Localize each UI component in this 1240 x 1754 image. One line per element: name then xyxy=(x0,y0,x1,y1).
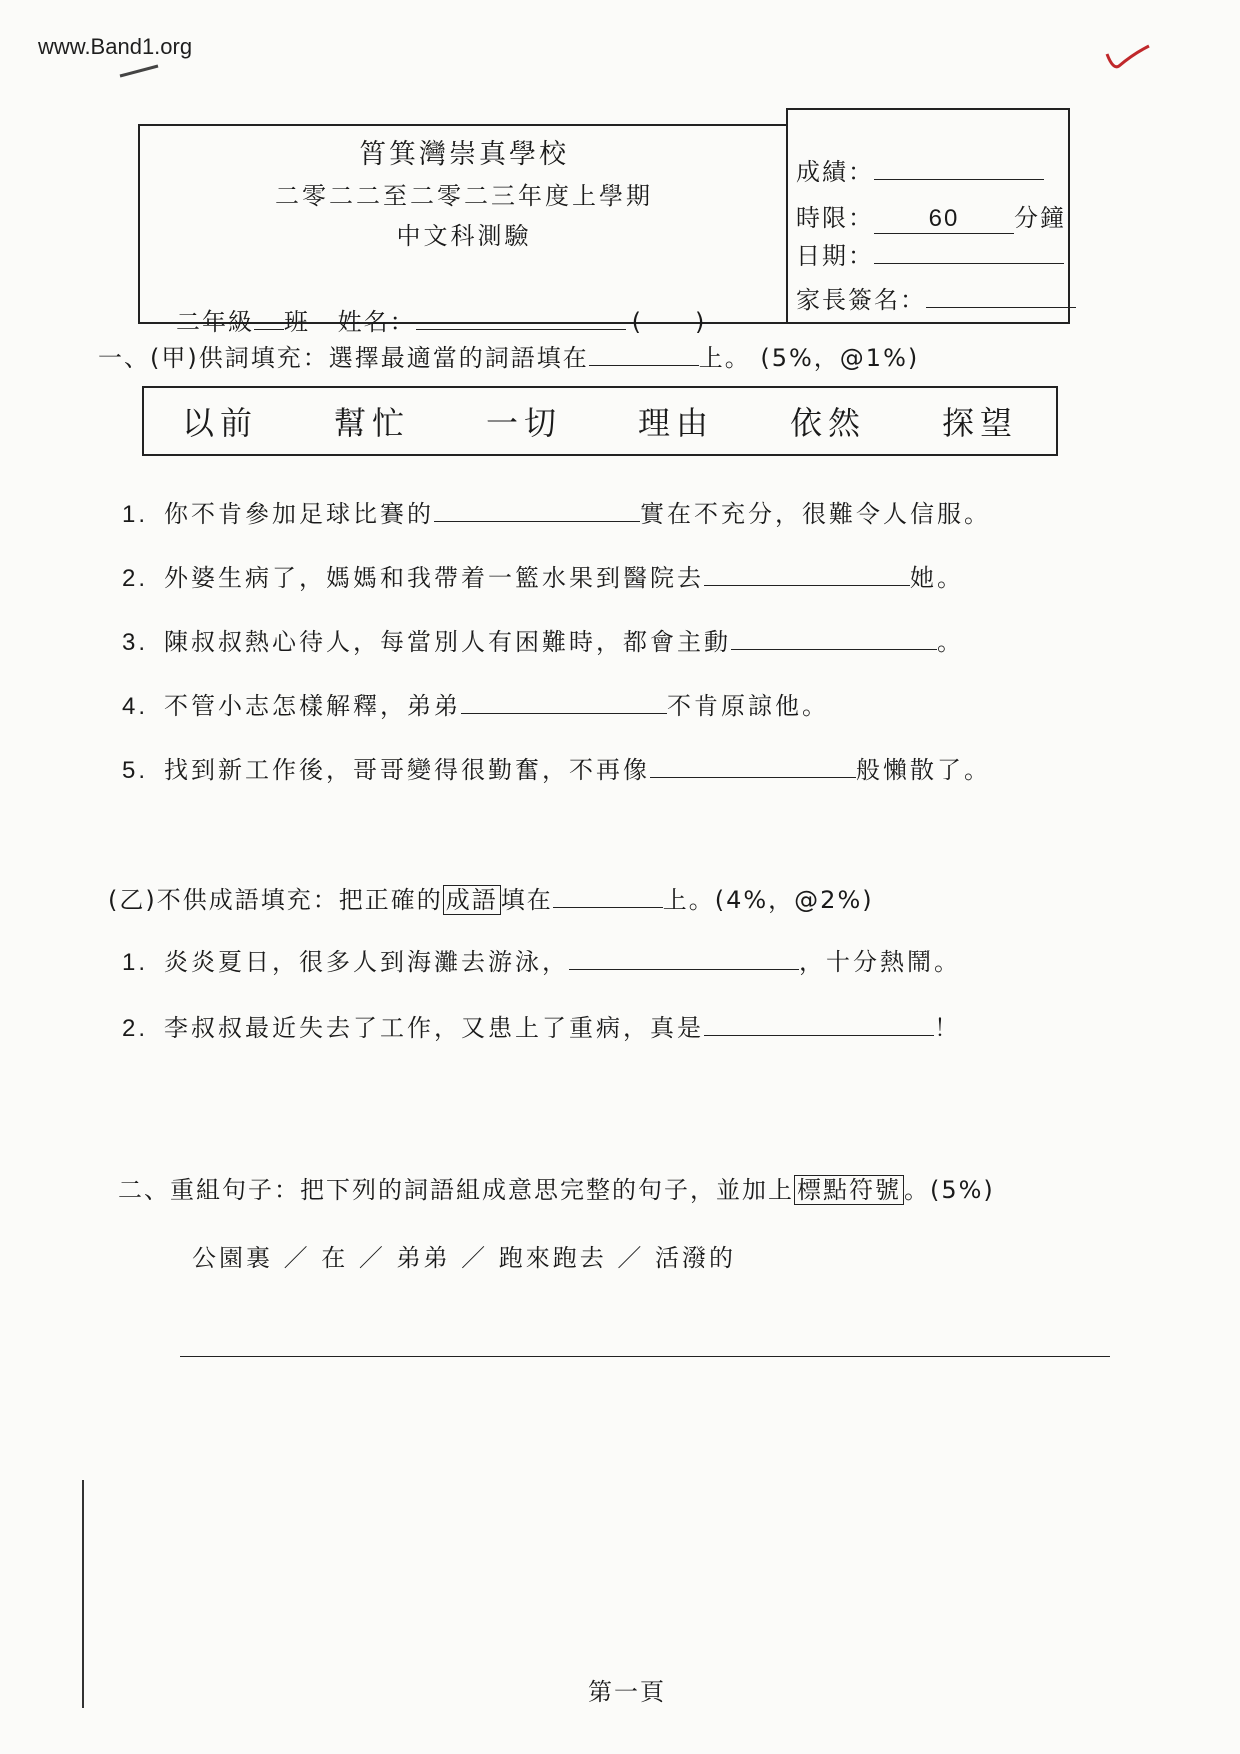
question-1b-2 xyxy=(122,1008,961,1043)
section1a-title-tail: 上。 (5%，@1%) xyxy=(698,344,920,372)
red-check-icon xyxy=(1105,44,1151,74)
question-text: 不管小志怎樣解釋，弟弟 xyxy=(164,692,461,720)
time-value: 60 xyxy=(874,205,1014,234)
word-bank-item: 一切 xyxy=(485,404,562,442)
question-text: 李叔叔最近失去了工作，又患上了重病，真是 xyxy=(164,1014,704,1042)
question-1a-2 xyxy=(122,558,964,593)
class-blank[interactable] xyxy=(254,307,284,330)
section1b-title-tail: 上。(4%，@2%) xyxy=(662,886,874,914)
answer-blank[interactable] xyxy=(731,627,937,650)
score-blank[interactable] xyxy=(874,157,1044,180)
section1a-title-text: 一、(甲)供詞填充：選擇最適當的詞語填在 xyxy=(98,344,589,372)
question-text-after: 。 xyxy=(937,628,964,656)
answer-blank[interactable] xyxy=(569,947,799,970)
answer-blank[interactable] xyxy=(704,563,910,586)
answer-blank[interactable] xyxy=(434,499,640,522)
question-text-after: ！ xyxy=(934,1014,961,1042)
time-row xyxy=(796,198,1066,234)
question-1a-5 xyxy=(122,750,991,785)
question-text-after: 不肯原諒他。 xyxy=(667,692,829,720)
parent-sign-label: 家長簽名： xyxy=(796,286,926,314)
exam-header xyxy=(138,108,1068,336)
question-number: 1. xyxy=(122,501,149,528)
section2-title xyxy=(118,1170,995,1205)
question-text: 外婆生病了，媽媽和我帶着一籃水果到醫院去 xyxy=(164,564,704,592)
word-bank-item: 以前 xyxy=(181,404,258,442)
title-blank xyxy=(553,885,663,908)
subject-title: 中文科測驗 xyxy=(396,222,532,250)
class-name-line xyxy=(176,302,706,337)
time-label: 時限： xyxy=(796,204,874,232)
question-number: 3. xyxy=(122,629,149,656)
word-bank-item: 幫忙 xyxy=(333,404,410,442)
question-text: 陳叔叔熱心待人，每當別人有困難時，都會主動 xyxy=(164,628,731,656)
word-bank-item: 探望 xyxy=(941,404,1018,442)
question-text-after: 她。 xyxy=(910,564,964,592)
grade-label: 二年級 xyxy=(176,308,254,336)
section1b-title-text-b: 填在 xyxy=(500,886,553,914)
page-number: 第一頁 xyxy=(588,1678,666,1706)
question-1a-1 xyxy=(122,494,991,529)
question-1b-1 xyxy=(122,942,961,977)
section2-title-tail: 。(5%) xyxy=(904,1176,995,1204)
section1b-title xyxy=(108,880,874,915)
question-number: 2. xyxy=(122,1015,149,1042)
question-text: 炎炎夏日，很多人到海灘去游泳， xyxy=(164,948,569,976)
header-title-area xyxy=(138,124,788,336)
scan-margin-line xyxy=(82,1480,84,1708)
name-label: 姓名： xyxy=(337,308,416,336)
score-label: 成績： xyxy=(796,158,874,186)
parent-sign-row xyxy=(796,280,1076,315)
watermark-url: www.Band1.org xyxy=(38,34,193,59)
question-number: 5. xyxy=(122,757,149,784)
date-blank[interactable] xyxy=(874,241,1064,264)
date-label: 日期： xyxy=(796,242,874,270)
answer-blank[interactable] xyxy=(650,755,856,778)
name-blank[interactable] xyxy=(416,307,626,330)
pencil-mark xyxy=(118,62,162,80)
word-bank-item: 依然 xyxy=(789,404,866,442)
school-name: 筲箕灣崇真學校 xyxy=(359,139,569,170)
section2-title-text: 二、重組句子：把下列的詞語組成意思完整的句子，並加上 xyxy=(118,1176,794,1204)
reorder-words: 公園裏 ／ 在 ／ 弟弟 ／ 跑來跑去 ／ 活潑的 xyxy=(192,1244,737,1272)
question-number: 4. xyxy=(122,693,149,720)
question-text-after: 實在不充分，很難令人信服。 xyxy=(640,500,991,528)
answer-blank[interactable] xyxy=(704,1013,934,1036)
word-bank xyxy=(142,386,1058,456)
question-text: 你不肯參加足球比賽的 xyxy=(164,500,434,528)
word-bank-item: 理由 xyxy=(637,404,714,442)
class-label: 班 xyxy=(284,308,310,336)
section1b-title-text: (乙)不供成語填充：把正確的 xyxy=(108,886,443,914)
boxed-term: 成語 xyxy=(443,885,501,915)
question-text: 找到新工作後，哥哥變得很勤奮，不再像 xyxy=(164,756,650,784)
question-1a-4 xyxy=(122,686,829,721)
term-title: 二零二二至二零二三年度上學期 xyxy=(275,182,653,210)
question-1a-3 xyxy=(122,622,964,657)
header-info-area xyxy=(786,108,1070,324)
parent-sign-blank[interactable] xyxy=(926,285,1076,308)
title-blank xyxy=(589,343,699,366)
time-unit: 分鐘 xyxy=(1014,204,1066,232)
class-number-paren: ( ) xyxy=(631,308,707,336)
score-row xyxy=(796,152,1044,187)
boxed-term: 標點符號 xyxy=(794,1175,904,1205)
section1a-title xyxy=(98,338,919,373)
question-number: 1. xyxy=(122,949,149,976)
question-text-after: 般懶散了。 xyxy=(856,756,991,784)
sentence-answer-line[interactable] xyxy=(180,1356,1110,1357)
date-row xyxy=(796,236,1064,271)
question-text-after: ，十分熱鬧。 xyxy=(799,948,961,976)
question-number: 2. xyxy=(122,565,149,592)
answer-blank[interactable] xyxy=(461,691,667,714)
